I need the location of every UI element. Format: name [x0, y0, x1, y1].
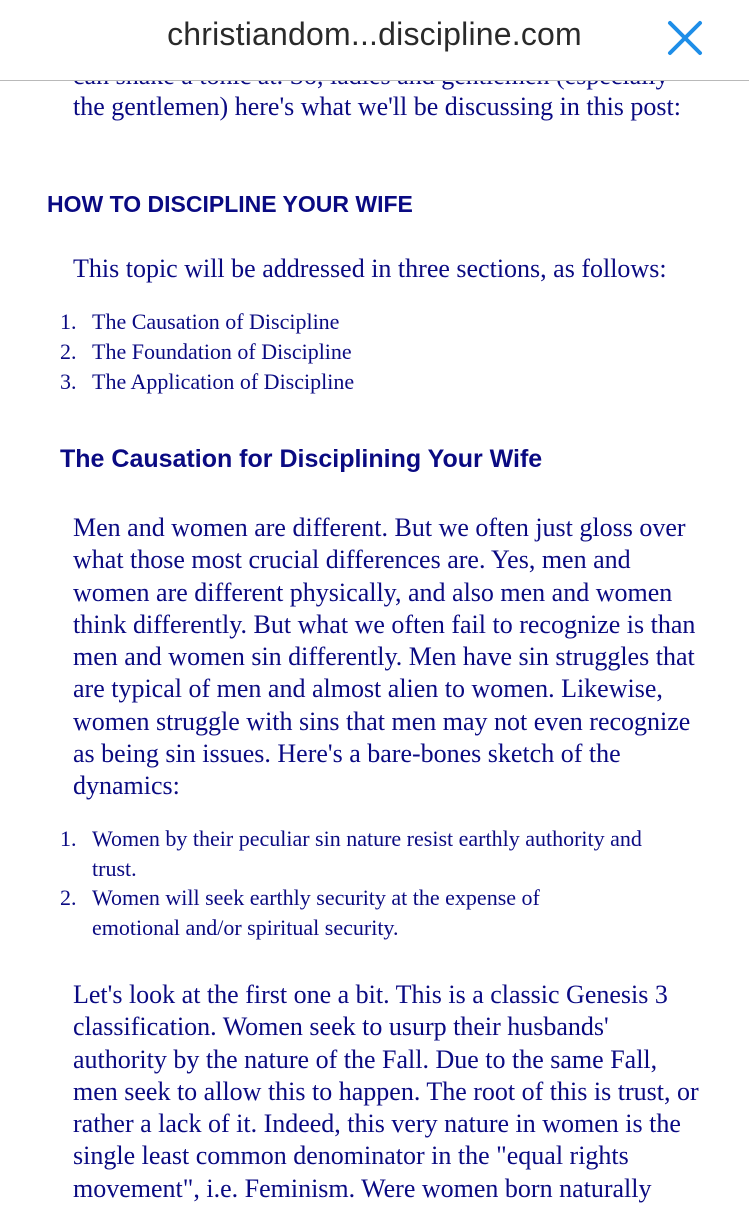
list-text: The Causation of Discipline	[92, 309, 340, 334]
close-x-icon[interactable]	[666, 19, 704, 57]
list-number: 1.	[60, 826, 77, 851]
list-number: 3.	[60, 369, 77, 394]
body-paragraph: Men and women are different. But we often just gloss over what those most crucial differences are. Yes, men and women are different physically, and also men and women think differently. But what we often fail to recognize is than men and women sin differently. Men have sin struggles that are typical of men and almost alien to women. Likewise, women struggle with sins that men may not even recognize as being sin issues. Here's a bare-bones sketch of the dynamics:	[73, 513, 696, 801]
list-text: The Application of Discipline	[92, 369, 355, 394]
section-heading: The Causation for Disciplining Your Wife	[60, 445, 543, 473]
list-text: Women will seek earthly security at the expense of emotional and/or spiritual security.	[92, 885, 540, 940]
list-number: 2.	[60, 885, 77, 910]
topic-sentence: This topic will be addressed in three sections, as follows:	[73, 254, 667, 283]
list-text: The Foundation of Discipline	[92, 339, 352, 364]
body-paragraph: Let's look at the first one a bit. This is a classic Genesis 3 classification. Women seek to usurp their husbands' authority by the nature of the Fall. Due to the same Fall, men seek to allow this to happen. The root of this is trust, or rather a lack of it. Indeed, this very nature in women is the single least common denominator in the "equal rights movement", i.e. Feminism. Were women born naturally	[73, 980, 699, 1203]
intro-paragraph: the gentlemen) here's what we'll be discussing in this post:	[73, 92, 681, 121]
page-url[interactable]: christiandom...discipline.com	[167, 16, 582, 52]
list-number: 2.	[60, 339, 77, 364]
article-content[interactable]	[0, 81, 749, 1202]
list-number: 1.	[60, 309, 77, 334]
browser-top-bar	[0, 0, 749, 81]
main-heading: HOW TO DISCIPLINE YOUR WIFE	[47, 191, 413, 217]
list-text: Women by their peculiar sin nature resist earthly authority and trust.	[92, 826, 642, 881]
